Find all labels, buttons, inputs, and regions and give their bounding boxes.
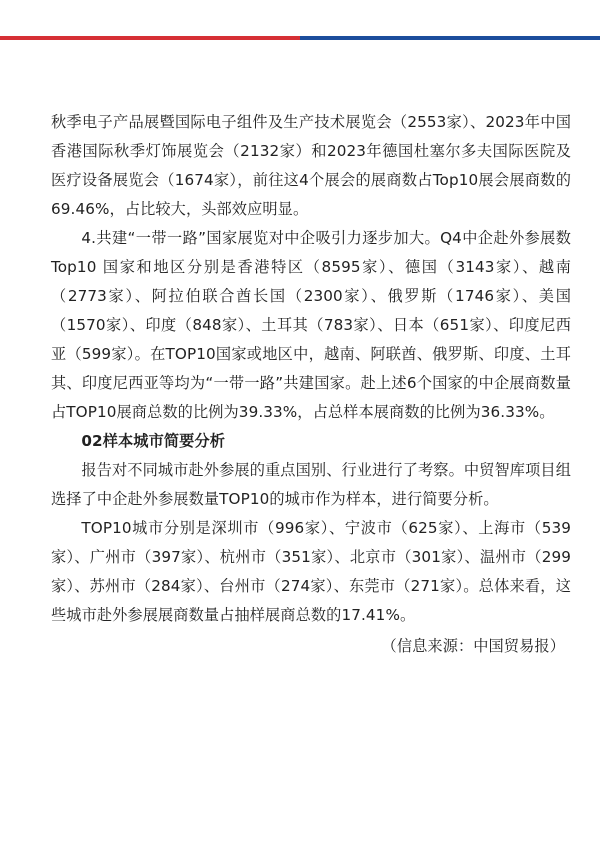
section-heading-sample-cities: 02样本城市简要分析 (81, 432, 226, 450)
paragraph-top10-cities: TOP10城市分别是深圳市（996家）、宁波市（625家）、上海市（539家）、广州市（397家）、杭州市（351家）、北京市（301家）、温州市（299家）、苏州市（284家）、台州市（274家）、东莞市（271家）。总体来看，这些城市赴外参展展商数量占抽样展商总数的17.41%。 (51, 519, 571, 624)
paragraph-report-intro: 报告对不同城市赴外参展的重点国别、行业进行了考察。中贸智库项目组选择了中企赴外参展数量TOP10的城市作为样本，进行简要分析。 (51, 461, 571, 508)
header-rule-red (0, 36, 300, 40)
paragraph-exhibitions-continued: 秋季电子产品展暨国际电子组件及生产技术展览会（2553家）、2023年中国香港国际秋季灯饰展览会（2132家）和2023年德国杜塞尔多夫国际医院及医疗设备展览会（1674家），前往这4个展会的展商数占Top10展会展商数的69.46%，占比较大，头部效应明显。 (51, 113, 571, 218)
paragraph-belt-and-road: 4.共建“一带一路”国家展览对中企吸引力逐步加大。Q4中企赴外参展数Top10 国家和地区分别是香港特区（8595家）、德国（3143家）、越南（2773家）、阿拉伯联合酋长国（2300家）、俄罗斯（1746家）、美国（1570家）、印度（848家）、土耳其（783家）、日本（651家）、印度尼西亚（599家）。在TOP10国家或地区中，越南、阿联酋、俄罗斯、印度、土耳其、印度尼西亚等均为“一带一路”共建国家。赴上述6个国家的中企展商数量占TOP10展商总数的比例为39.33%，占总样本展商数的比例为36.33%。 (51, 229, 571, 421)
source-note: （信息来源：中国贸易报） (381, 637, 565, 655)
header-rule-blue (300, 36, 600, 40)
header-rule (0, 36, 600, 40)
article-body (51, 108, 571, 661)
